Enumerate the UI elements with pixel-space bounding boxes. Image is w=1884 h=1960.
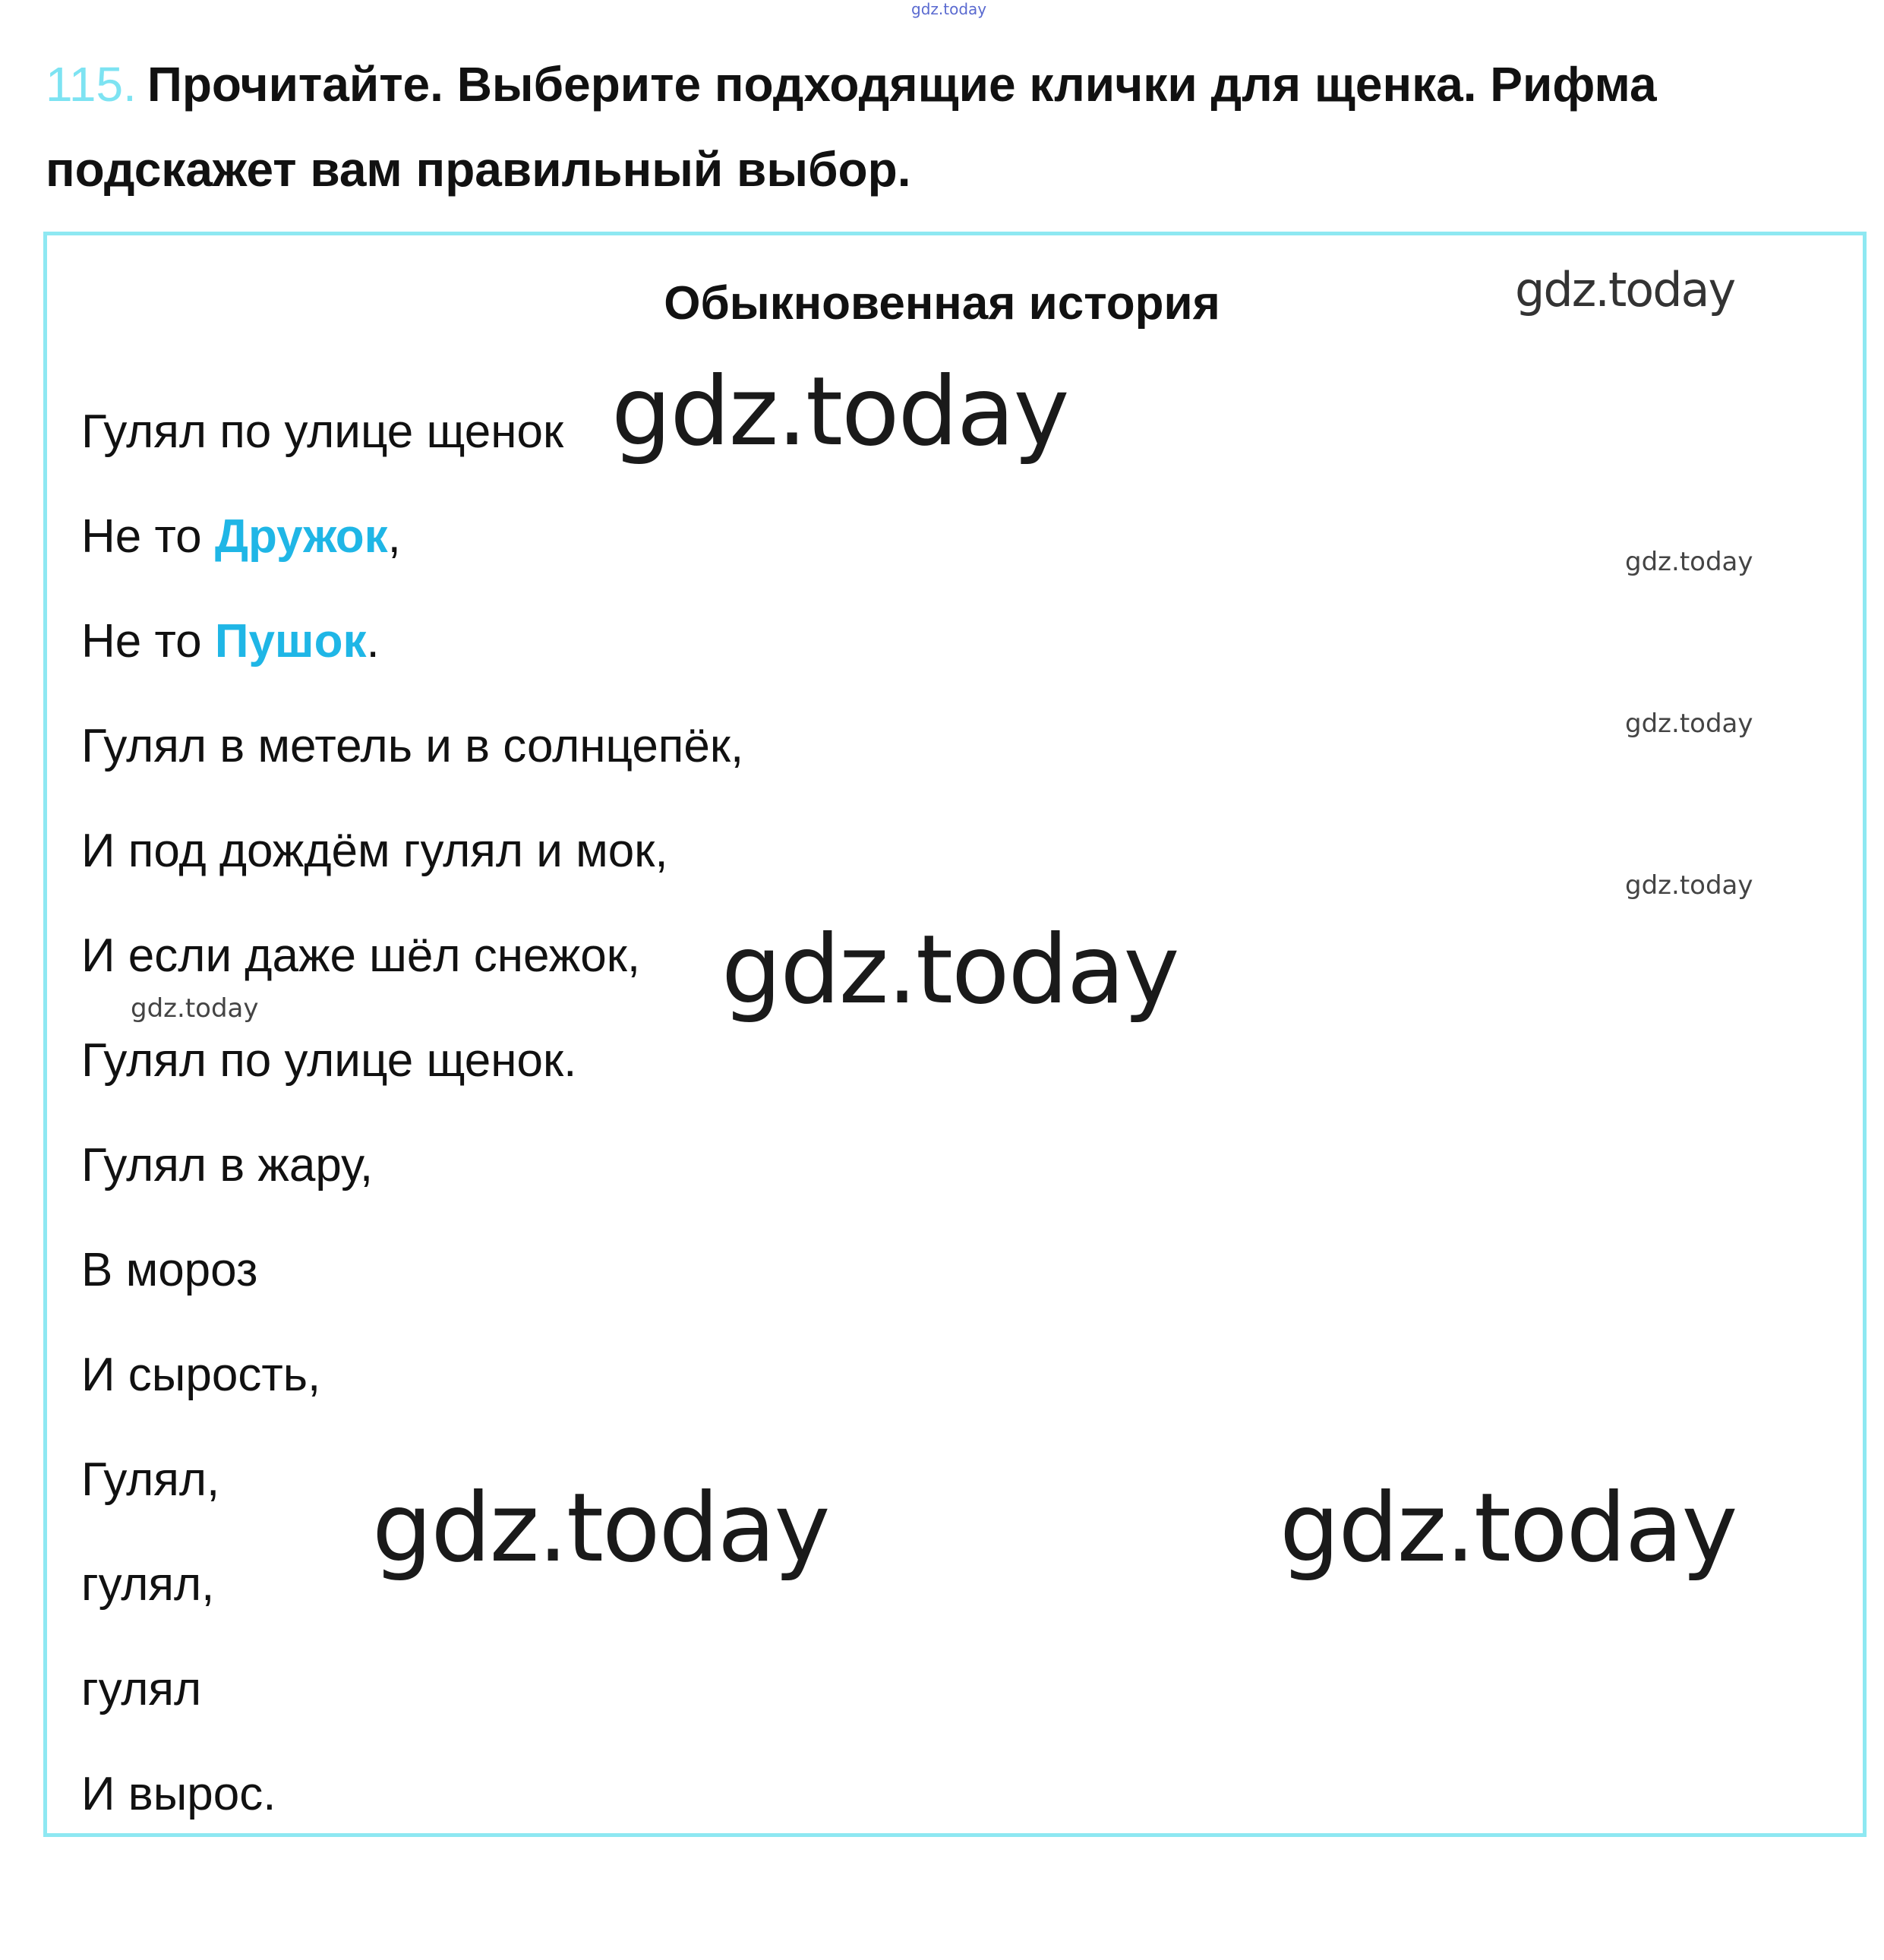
watermark: gdz.today (131, 993, 259, 1024)
poem-line: Гулял по улице щенок. (81, 1034, 577, 1087)
top-watermark: gdz.today (911, 0, 987, 18)
poem-line: В мороз (81, 1244, 258, 1296)
task-heading (46, 42, 1716, 212)
watermark: gdz.today (611, 357, 1068, 467)
watermark: gdz.today (1625, 547, 1753, 577)
task-text: Прочитайте. Выберите подходящие клички для щенка. Рифма подскажет вам правильный выбор. (46, 57, 1657, 197)
poem-line: И если даже шёл снежок, (81, 930, 641, 982)
poem-line: Гулял, (81, 1453, 220, 1506)
watermark: gdz.today (372, 1473, 829, 1583)
watermark: gdz.today (1625, 870, 1753, 901)
watermark: gdz.today (1515, 262, 1735, 317)
poem-title: Обыкновенная история (664, 277, 1220, 330)
puppy-name-pushok: Пушок (214, 615, 367, 668)
watermark: gdz.today (1280, 1473, 1737, 1583)
task-number: 115. (46, 57, 137, 112)
poem-line: гулял, (81, 1558, 215, 1611)
poem-line: И под дождём гулял и мок, (81, 825, 668, 877)
poem-line: Не то Дружок, (81, 510, 401, 563)
poem-line: Гулял по улице щенок (81, 406, 564, 458)
poem-line: И сырость, (81, 1349, 321, 1401)
poem-line: И вырос. (81, 1768, 276, 1820)
puppy-name-druzhok: Дружок (214, 510, 388, 563)
watermark: gdz.today (721, 915, 1179, 1025)
poem-line: Гулял в метель и в солнцепёк, (81, 720, 744, 772)
poem-line: Не то Пушок. (81, 615, 380, 668)
poem-lines (81, 380, 743, 1847)
watermark: gdz.today (1625, 709, 1753, 739)
poem-line: Гулял в жару, (81, 1139, 374, 1191)
poem-line: гулял (81, 1663, 202, 1715)
